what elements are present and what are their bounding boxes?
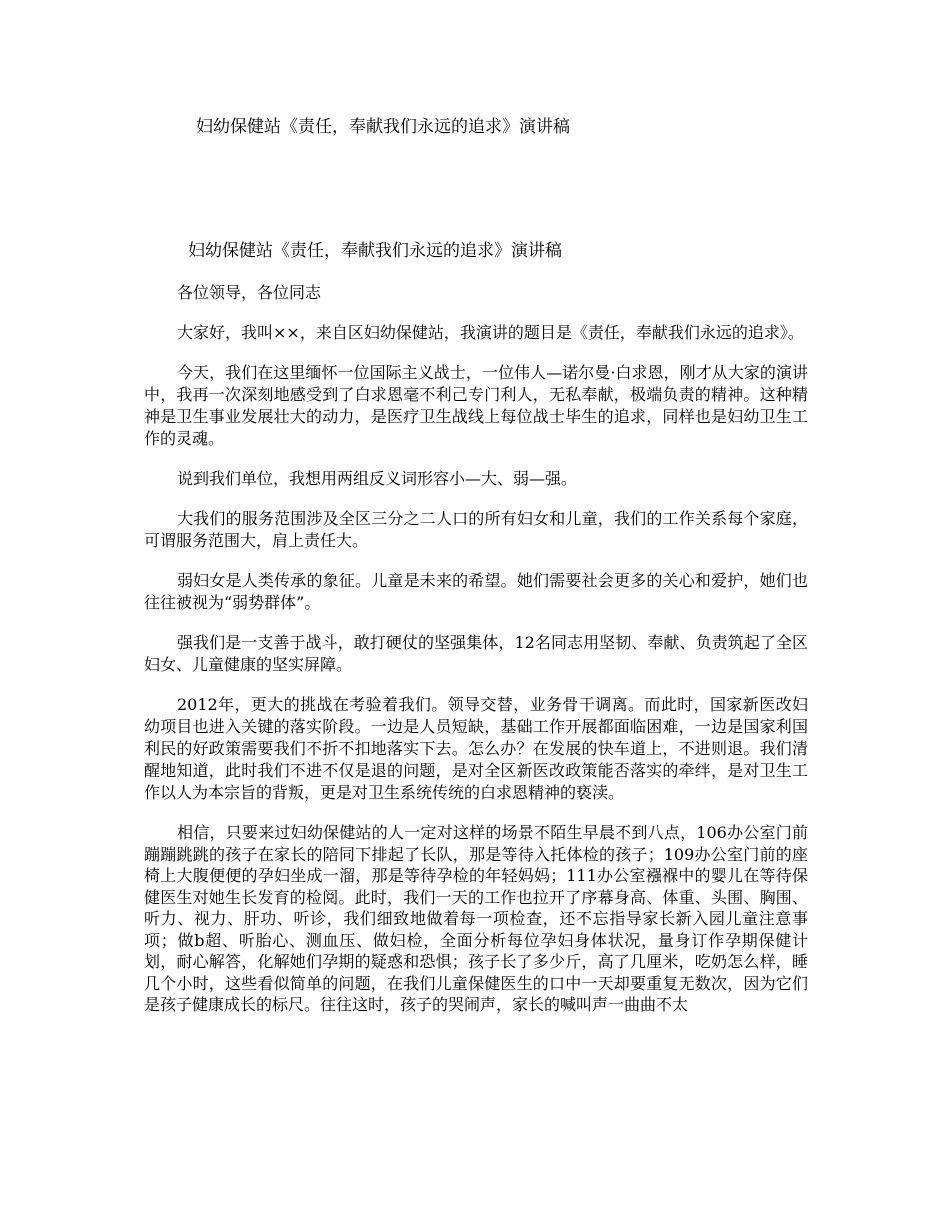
- strong-paragraph: 强我们是一支善于战斗，敢打硬仗的坚强集体，12名同志用坚韧、奉献、负责筑起了全区妇女、儿童健康的坚实屏障。: [144, 633, 808, 674]
- year-2012-paragraph: 2012年，更大的挑战在考验着我们。领导交替，业务骨干调离。而此时，国家新医改妇幼项目也进入关键的落实阶段。一边是人员短缺，基础工作开展都面临困难，一边是国家利国利民的好政策需要我们不折不扣地落实下去。怎么办？在发展的快车道上，不进则退。我们清醒地知道，此时我们不进不仅是退的问题，是对全区新医改政策能否落实的牵绊，是对卫生工作以人为本宗旨的背叛，更是对卫生系统传统的白求恩精神的亵渎。: [144, 695, 808, 802]
- document-title: 妇幼保健站《责任，奉献我们永远的追求》演讲稿: [188, 241, 562, 261]
- document-body: [144, 240, 808, 1034]
- page-header-title: 妇幼保健站《责任，奉献我们永远的追求》演讲稿: [196, 117, 570, 137]
- intro-paragraph: 大家好，我叫××，来自区妇幼保健站，我演讲的题目是《责任，奉献我们永远的追求》。: [177, 323, 804, 342]
- salutation-paragraph: 各位领导，各位同志: [177, 283, 322, 302]
- bethune-paragraph: 今天，我们在这里缅怀一位国际主义战士，一位伟人—诺尔曼·白求恩，刚才从大家的演讲中，我再一次深刻地感受到了白求恩毫不利己专门利人，无私奉献，极端负责的精神。这种精神是卫生事业发展壮大的动力，是医疗卫生战线上每位战士毕生的追求，同样也是妇幼卫生工作的灵魂。: [144, 363, 808, 448]
- weak-paragraph: 弱妇女是人类传承的象征。儿童是未来的希望。她们需要社会更多的关心和爱护，她们也往往被视为“弱势群体”。: [144, 571, 808, 612]
- big-paragraph: 大我们的服务范围涉及全区三分之二人口的所有妇女和儿童，我们的工作关系每个家庭，可谓服务范围大，肩上责任大。: [144, 509, 808, 550]
- daily-work-paragraph: 相信，只要来过妇幼保健站的人一定对这样的场景不陌生早晨不到八点，106办公室门前蹦蹦跳跳的孩子在家长的陪同下排起了长队，那是等待入托体检的孩子；109办公室门前的座椅上大腹便便的孕妇坐成一溜，那是等待孕检的年轻妈妈；111办公室襁褓中的婴儿在等待保健医生对她生长发育的检阅。此时，我们一天的工作也拉开了序幕身高、体重、头围、胸围、听力、视力、肝功、听诊，我们细致地做着每一项检查，还不忘指导家长新入园儿童注意事项；做b超、听胎心、测血压、做妇检，全面分析每位孕妇身体状况，量身订作孕期保健计划，耐心解答，化解她们孕期的疑惑和恐惧；孩子长了多少斤，高了几厘米，吃奶怎么样，睡几个小时，这些看似简单的问题，在我们儿童保健医生的口中一天却要重复无数次，因为它们是孩子健康成长的标尺。往往这时，孩子的哭闹声，家长的喊叫声一曲曲不太: [144, 823, 808, 1014]
- antonyms-paragraph: 说到我们单位，我想用两组反义词形容小—大、弱—强。: [177, 469, 578, 488]
